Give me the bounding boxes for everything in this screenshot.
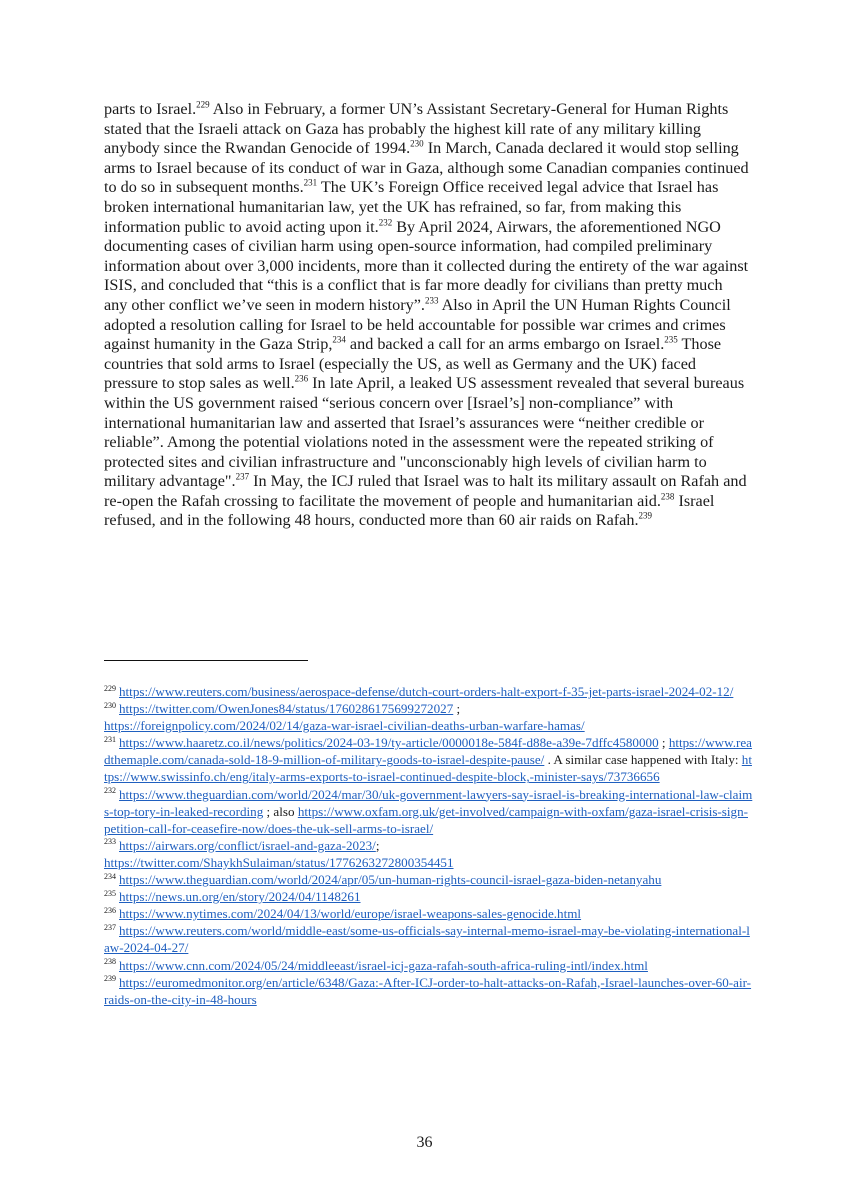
footnote-text: ; — [453, 701, 461, 717]
body-text: Those countries that sold arms to Israel (especially the US, as well as Germany and the UK) faced pressure to stop sales as well. — [104, 335, 722, 393]
body-text: The UK’s Foreign Office received legal advice that Israel has broken international humanitarian law, yet the UK has refrained, so far, from making this information public to avoid acting upon it. — [104, 178, 719, 236]
footnote-239 — [104, 974, 754, 1008]
footnote-ref-232[interactable]: 232 — [378, 217, 393, 228]
footnote-234 — [104, 871, 754, 888]
footnote-link[interactable]: https://twitter.com/OwenJones84/status/1760286175699272027 — [119, 701, 454, 717]
body-text: In May, the ICJ ruled that Israel was to halt its military assault on Rafah and re-open the Rafah crossing to facilitate the movement of people and humanitarian aid. — [104, 472, 747, 510]
footnote-link[interactable]: https://foreignpolicy.com/2024/02/14/gaza-war-israel-civilian-deaths-urban-warfare-hamas/ — [104, 718, 585, 734]
footnote-number: 238 — [104, 957, 116, 967]
footnote-link[interactable]: https://www.theguardian.com/world/2024/apr/05/un-human-rights-council-israel-gaza-biden-netanyahu — [119, 872, 662, 888]
body-text: In late April, a leaked US assessment revealed that several bureaus within the US government raised “serious concern over [Israel’s] non-compliance” with international humanitarian law and asserted that Israel’s assurances were “neither credible or reliable”. Among the potential violations noted in the assessment were the repeated striking of protected sites and civilian infrastructure and "unconscionably high levels of civilian harm to military advantage". — [104, 374, 745, 491]
footnote-link[interactable]: https://www.reuters.com/business/aerospace-defense/dutch-court-orders-halt-export-f-35-jet-parts-israel-2024-02-12/ — [119, 684, 734, 699]
footnote-number: 231 — [104, 734, 116, 744]
footnote-ref-235[interactable]: 235 — [664, 334, 678, 345]
footnote-ref-238[interactable]: 238 — [660, 491, 675, 502]
footnote-238 — [104, 957, 754, 974]
footnote-link[interactable]: https://twitter.com/ShaykhSulaiman/status/1776263272800354451 — [104, 854, 454, 870]
footnote-link[interactable]: https://www.cnn.com/2024/05/24/middleeast/israel-icj-gaza-rafah-south-africa-ruling-intl/index.html — [119, 957, 648, 973]
footnote-ref-229[interactable]: 229 — [196, 99, 210, 110]
footnote-link[interactable]: https://www.swissinfo.ch/eng/italy-arms-exports-to-israel-continued-despite-block,-minister-says/73736656 — [104, 752, 752, 785]
footnotes-section — [104, 683, 754, 1008]
footnote-ref-236[interactable]: 236 — [294, 373, 309, 384]
footnote-link[interactable]: https://www.theguardian.com/world/2024/mar/30/uk-government-lawyers-say-israel-is-breaking-international-law-claims-top-tory-in-leaked-recording — [104, 786, 753, 819]
footnote-text: ; also — [263, 803, 298, 819]
footnote-231 — [104, 734, 754, 785]
body-text: Also in April the UN Human Rights Council adopted a resolution calling for Israel to be held accountable for possible war crimes and crimes against humanity in the Gaza Strip, — [104, 295, 731, 354]
footnote-number: 235 — [104, 888, 116, 898]
footnote-link[interactable]: https://www.reuters.com/world/middle-east/some-us-officials-say-internal-memo-israel-may-be-violating-international-law-2024-04-27/ — [104, 923, 750, 956]
footnote-230 — [104, 700, 754, 734]
footnote-number: 234 — [104, 871, 116, 881]
body-text: Also in February, a former UN’s Assistant Secretary-General for Human Rights stated that the Israeli attack on Gaza has probably the highest kill rate of any military killing anybody since the Rwandan Genocide of 1994. — [104, 100, 729, 158]
footnote-text: ; — [658, 735, 669, 751]
body-text: In March, Canada declared it would stop selling arms to Israel because of its conduct of war in Gaza, although some Canadian companies continued to do so in subsequent months. — [104, 139, 749, 197]
body-paragraph — [104, 100, 749, 531]
footnote-link[interactable]: https://news.un.org/en/story/2024/04/1148261 — [119, 889, 361, 905]
footnote-number: 232 — [104, 786, 116, 796]
footnote-number: 236 — [104, 905, 116, 915]
footnote-ref-233[interactable]: 233 — [424, 295, 439, 306]
footnote-ref-234[interactable]: 234 — [332, 334, 346, 345]
footnote-233 — [104, 837, 754, 871]
footnote-ref-239[interactable]: 239 — [638, 511, 652, 522]
footnote-link[interactable]: https://www.readthemaple.com/canada-sold-18-9-million-of-military-goods-to-israel-despite-pause/ — [104, 735, 752, 768]
footnote-number: 229 — [104, 683, 116, 693]
body-text: and backed a call for an arms embargo on Israel. — [345, 335, 665, 354]
body-text: Israel refused, and in the following 48 hours, conducted more than 60 air raids on Rafah. — [104, 491, 715, 530]
footnote-number: 239 — [104, 974, 116, 984]
body-text: parts to Israel. — [104, 100, 197, 118]
footnote-separator — [104, 660, 308, 661]
footnote-236 — [104, 905, 754, 922]
footnote-link[interactable]: https://airwars.org/conflict/israel-and-gaza-2023/ — [119, 837, 376, 853]
footnote-232 — [104, 786, 754, 837]
footnote-link[interactable]: https://www.haaretz.co.il/news/politics/2024-03-19/ty-article/0000018e-584f-d88e-a39e-7dffc4580000 — [119, 735, 659, 751]
footnote-link[interactable]: https://www.nytimes.com/2024/04/13/world/europe/israel-weapons-sales-genocide.html — [119, 906, 582, 922]
footnote-text: . A similar case happened with Italy: — [544, 752, 742, 768]
footnote-237 — [104, 922, 754, 956]
footnote-text: ; — [375, 837, 380, 853]
page-number: 36 — [416, 1134, 433, 1151]
footnote-number: 237 — [104, 922, 116, 932]
footnote-number: 230 — [104, 700, 116, 710]
footnote-link[interactable]: https://www.oxfam.org.uk/get-involved/campaign-with-oxfam/gaza-israel-crisis-sign-petition-call-for-ceasefire-now/does-the-uk-sell-arms-to-israel/ — [104, 803, 748, 836]
footnote-ref-230[interactable]: 230 — [410, 138, 424, 149]
footnote-229 — [104, 683, 754, 700]
footnote-ref-237[interactable]: 237 — [235, 471, 250, 482]
footnote-235 — [104, 888, 754, 905]
footnote-number: 233 — [104, 837, 116, 847]
body-text: By April 2024, Airwars, the aforementioned NGO documenting cases of civilian harm using open-source information, had compiled preliminary information about over 3,000 incidents, more than it collected during the entirety of the war against ISIS, and concluded that “this is a conflict that is far more deadly for civilians than pretty much any other conflict we’ve seen in modern history”. — [104, 217, 749, 314]
footnote-ref-231[interactable]: 231 — [303, 177, 318, 188]
footnote-link[interactable]: https://euromedmonitor.org/en/article/6348/Gaza:-After-ICJ-order-to-halt-attacks-on-Rafah,-Israel-launches-over-60-air-raids-on-the-city-in-48-hours — [104, 974, 752, 1007]
